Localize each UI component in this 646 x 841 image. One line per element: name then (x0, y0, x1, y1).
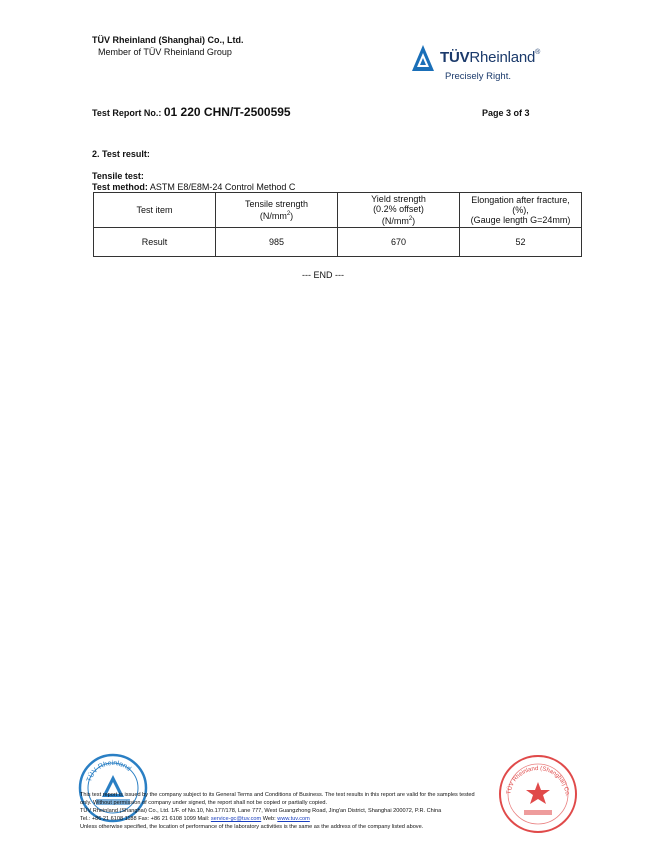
table-row (94, 228, 582, 257)
section-heading: 2. Test result: (92, 149, 150, 159)
footer-location-note: Unless otherwise specified, the location of performance of the laboratory activities is the same as the address of the company listed above. (80, 824, 424, 830)
header-test-item: Test item (94, 193, 216, 228)
report-number-label: Test Report No.: (92, 108, 162, 118)
svg-text:TÜV Rheinland: TÜV Rheinland (85, 759, 133, 783)
test-method-label: Test method: (92, 182, 148, 192)
svg-text:TÜV Rheinland (Shanghai) Co. L: TÜV Rheinland (Shanghai) Co. (506, 765, 570, 797)
footer-contact: Tel.: +86 21 6108 1188 Fax: +86 21 6108 1099 Mail: service-gc@tuv.com Web: www.tuv.com (80, 816, 310, 822)
member-of-group: Member of TÜV Rheinland Group (98, 47, 232, 57)
footer-line2: only. Without permission of company under signed, the report shall not be copied or partially copied. (80, 800, 328, 806)
cell-yield-value: 670 (338, 228, 460, 257)
end-marker: --- END --- (302, 270, 344, 280)
header-elongation: Elongation after fracture, (%), (Gauge length G=24mm) (460, 193, 582, 228)
web-link[interactable]: www.tuv.com (277, 816, 310, 822)
results-table (93, 192, 582, 257)
cell-elongation-value: 52 (460, 228, 582, 257)
mail-link[interactable]: service-gc@tuv.com (210, 816, 262, 822)
footer-address: TÜV Rheinland (Shanghai) Co., Ltd. 1/F. of No.10, No.177/178, Lane 777, West Guangzhong Road, Jing'an District, Shanghai 200072, P.R. China (80, 808, 442, 814)
test-method (92, 182, 295, 192)
footer-line1: This test report is issued by the company subject to its General Terms and Conditions of Business. The test results in this report are valid for the samples tested (80, 792, 475, 798)
header-tensile-strength: Tensile strength $(N/mm^2)$ (216, 193, 338, 228)
registered-mark: ® (535, 49, 541, 56)
page-number: Page 3 of 3 (482, 108, 530, 118)
table-header-row (94, 193, 582, 228)
cell-result-label: Result (94, 228, 216, 257)
cell-tensile-value: 985 (216, 228, 338, 257)
test-name: Tensile test: (92, 171, 144, 181)
tuv-triangle-icon (411, 44, 435, 72)
logo-brand-part2: Rheinland (469, 49, 536, 66)
footer-disclaimer (80, 791, 580, 831)
report-number (92, 105, 291, 119)
logo-brand-part1: TÜV (440, 49, 470, 66)
report-number-value: 01 220 CHN/T-2500595 (163, 105, 291, 119)
company-name: TÜV Rheinland (Shanghai) Co., Ltd. (92, 35, 244, 45)
header-yield-strength: Yield strength (0.2% offset) $(N/mm^2)$ (338, 193, 460, 228)
test-method-value: ASTM E8/E8M-24 Control Method C (147, 182, 296, 192)
tuv-logo-text (440, 49, 540, 66)
logo-tagline: Precisely Right. (445, 71, 511, 82)
